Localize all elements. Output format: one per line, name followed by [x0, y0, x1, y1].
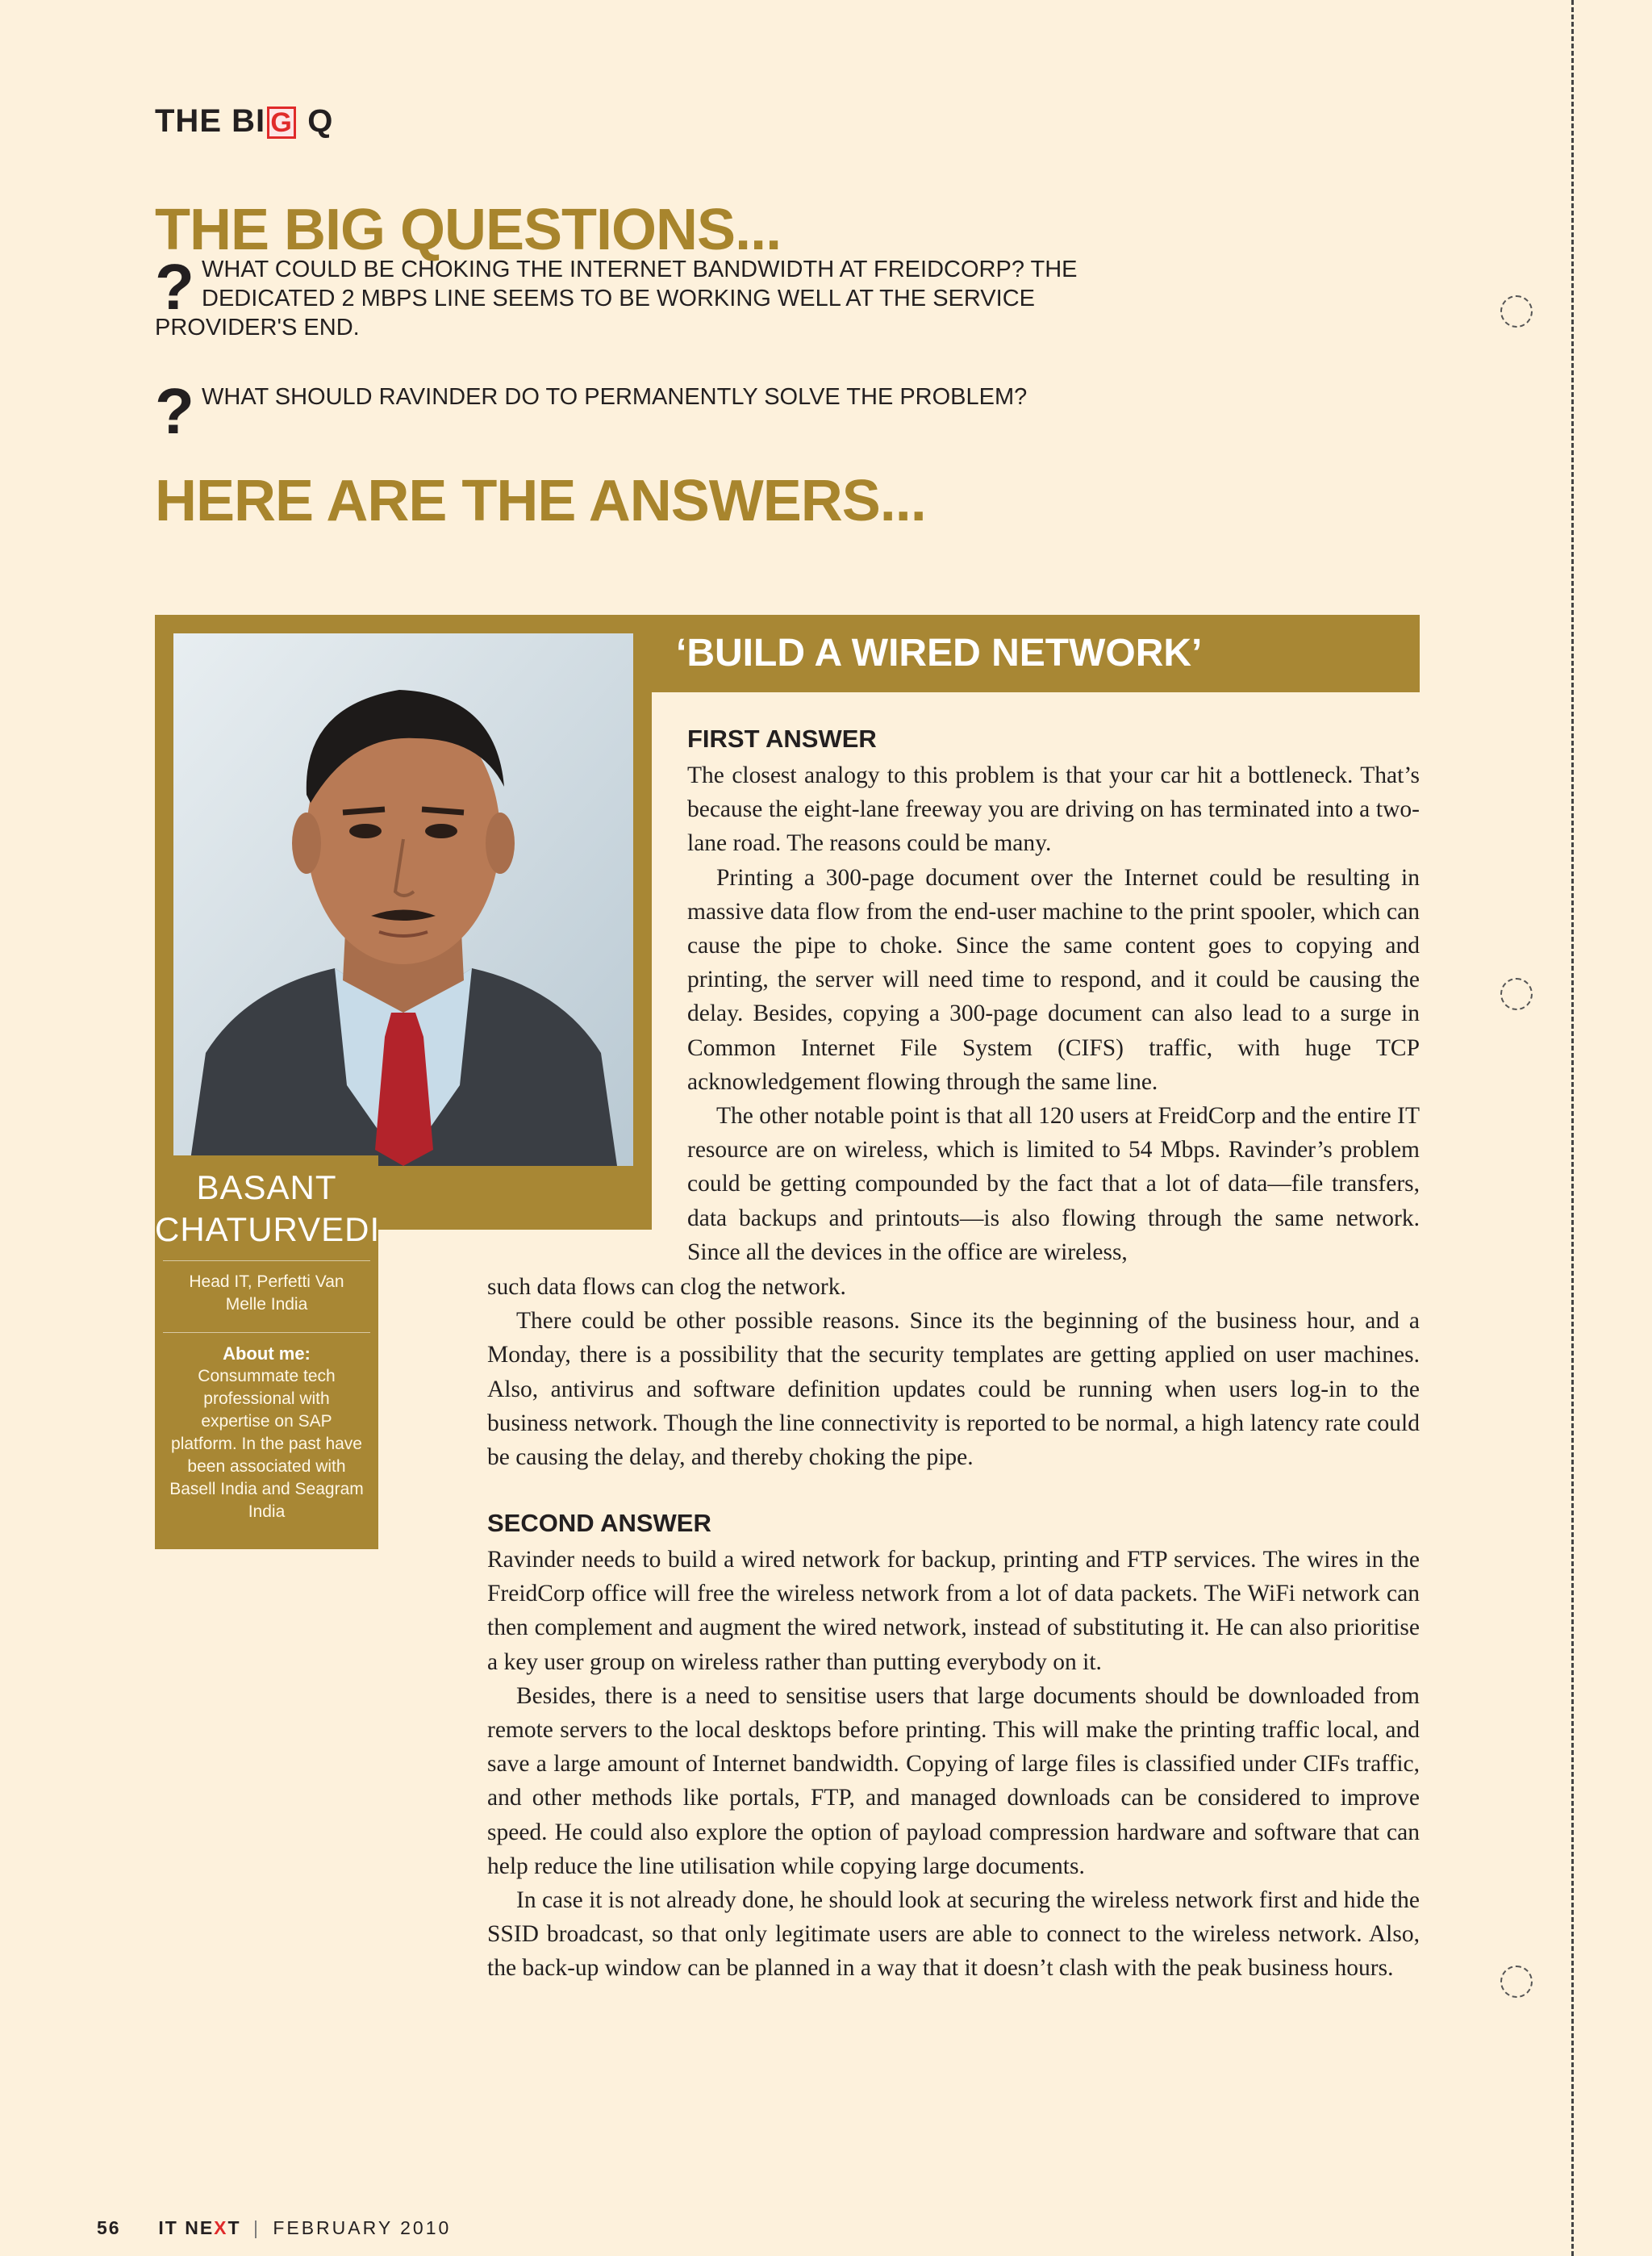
brand-part: T	[227, 2217, 241, 2238]
question-1	[202, 255, 1077, 313]
question-mark-icon: ?	[155, 375, 194, 447]
answers-heading: HERE ARE THE ANSWERS...	[155, 469, 926, 533]
binder-hole-icon	[1500, 978, 1533, 1010]
second-answer-heading: SECOND ANSWER	[487, 1509, 711, 1537]
kicker-text: THE BI	[155, 103, 266, 139]
binder-margin-line	[1571, 0, 1574, 2256]
kicker-boxed-letter: G	[267, 107, 296, 139]
footer-separator: |	[252, 2217, 261, 2238]
paragraph: such data flows can clog the network.	[487, 1274, 846, 1300]
first-answer-heading: FIRST ANSWER	[687, 725, 877, 753]
issue-date: FEBRUARY 2010	[273, 2217, 452, 2238]
page-number: 56	[97, 2217, 121, 2238]
binder-hole-icon	[1500, 1966, 1533, 1998]
expert-first-name: BASANT	[196, 1168, 337, 1206]
divider	[163, 1332, 370, 1333]
section-kicker	[155, 103, 333, 140]
divider	[163, 1260, 370, 1261]
expert-photo	[173, 633, 633, 1166]
paragraph: Printing a 300-page document over the Internet could be resulting in massive data flow from the end-user machine to the print spooler, which can cause the pipe to choke. Since the same content goes to copying and printing, the server will need time to respond, and it could be causing the delay. Besides, copying a 300-page document can also lead to a surge in Common Internet File System (CIFS) traffic, with huge TCP acknowledgement flowing through the same line.	[687, 864, 1420, 1095]
answer-banner: ‘BUILD A WIRED NETWORK’	[652, 615, 1420, 692]
binder-hole-icon	[1500, 295, 1533, 328]
brand-name	[158, 2217, 240, 2238]
paragraph: Besides, there is a need to sensitise users that large documents should be downloaded from remote servers to the local desktops before printing. This will make the printing traffic local, and save a large amount of Internet bandwidth. Copying of large files is classified under CIFs traffic, and other methods like portals, FTP, and managed downloads can be considered to improve speed. He could also explore the option of payload compression hardware and software that can help reduce the line utilisation while copying large documents.	[487, 1682, 1420, 1879]
about-label: About me:	[223, 1343, 311, 1364]
expert-name	[155, 1167, 381, 1251]
expert-info-box	[155, 1155, 381, 1549]
question-1-line: DEDICATED 2 MBPS LINE SEEMS TO BE WORKING WELL AT THE SERVICE	[202, 286, 1035, 311]
question-2: WHAT SHOULD RAVINDER DO TO PERMANENTLY SOLVE THE PROBLEM?	[202, 384, 1028, 410]
paragraph: Ravinder needs to build a wired network for backup, printing and FTP services. The wires in the FreidCorp office will free the wireless network from a lot of data packets. The WiFi network can then complement and augment the wired network, instead of substituting it. He can also prioritise a key user group on wireless rather than putting everybody on it.	[487, 1547, 1420, 1675]
brand-x: X	[214, 2217, 228, 2238]
question-1-line: WHAT COULD BE CHOKING THE INTERNET BANDWIDTH AT FREIDCORP? THE	[202, 257, 1078, 282]
expert-role: Head IT, Perfetti Van Melle India	[189, 1272, 344, 1314]
expert-portrait-illustration	[173, 633, 633, 1166]
page-footer	[97, 2217, 451, 2239]
paragraph: The other notable point is that all 120 users at FreidCorp and the entire IT resource are on wireless, which is limited to 54 Mbps. Ravinder’s problem could be getting compounded by the fact that a lot of data—file transfers, data backups and printouts—is also flowing through the same network. Since all the devices in the office are wireless,	[687, 1103, 1420, 1265]
question-mark-icon: ?	[155, 251, 194, 323]
expert-last-name: CHATURVEDI	[155, 1210, 381, 1248]
about-text: Consummate tech professional with expertise on SAP platform. In the past have been associated with Basell India and Seagram India	[169, 1367, 364, 1521]
second-answer-body	[487, 1543, 1420, 1986]
first-answer-wide	[487, 1270, 1420, 1474]
question-1-end: PROVIDER'S END.	[155, 315, 360, 340]
paragraph: The closest analogy to this problem is that your car hit a bottleneck. That’s because the eight-lane freeway you are driving on has terminated into a two-lane road. The reasons could be many.	[687, 762, 1420, 857]
brand-part: IT NE	[158, 2217, 215, 2238]
paragraph: There could be other possible reasons. Since its the beginning of the business hour, and a Monday, there is a possibility that the security templates are getting applied on user machines. Also, antivirus and software definition updates could be running when users log-in to the business network. Though the line connectivity is reported to be normal, a high latency rate could be causing the delay, and thereby choking the pipe.	[487, 1308, 1420, 1471]
first-answer-narrow	[687, 758, 1420, 1269]
questions-heading: THE BIG QUESTIONS...	[155, 198, 782, 262]
paragraph: In case it is not already done, he should look at securing the wireless network first and hide the SSID broadcast, so that only legitimate users are able to connect to the wireless network. Also, the back-up window can be planned in a way that it doesn’t clash with the peak business hours.	[487, 1887, 1420, 1982]
kicker-text-end: Q	[298, 103, 334, 139]
